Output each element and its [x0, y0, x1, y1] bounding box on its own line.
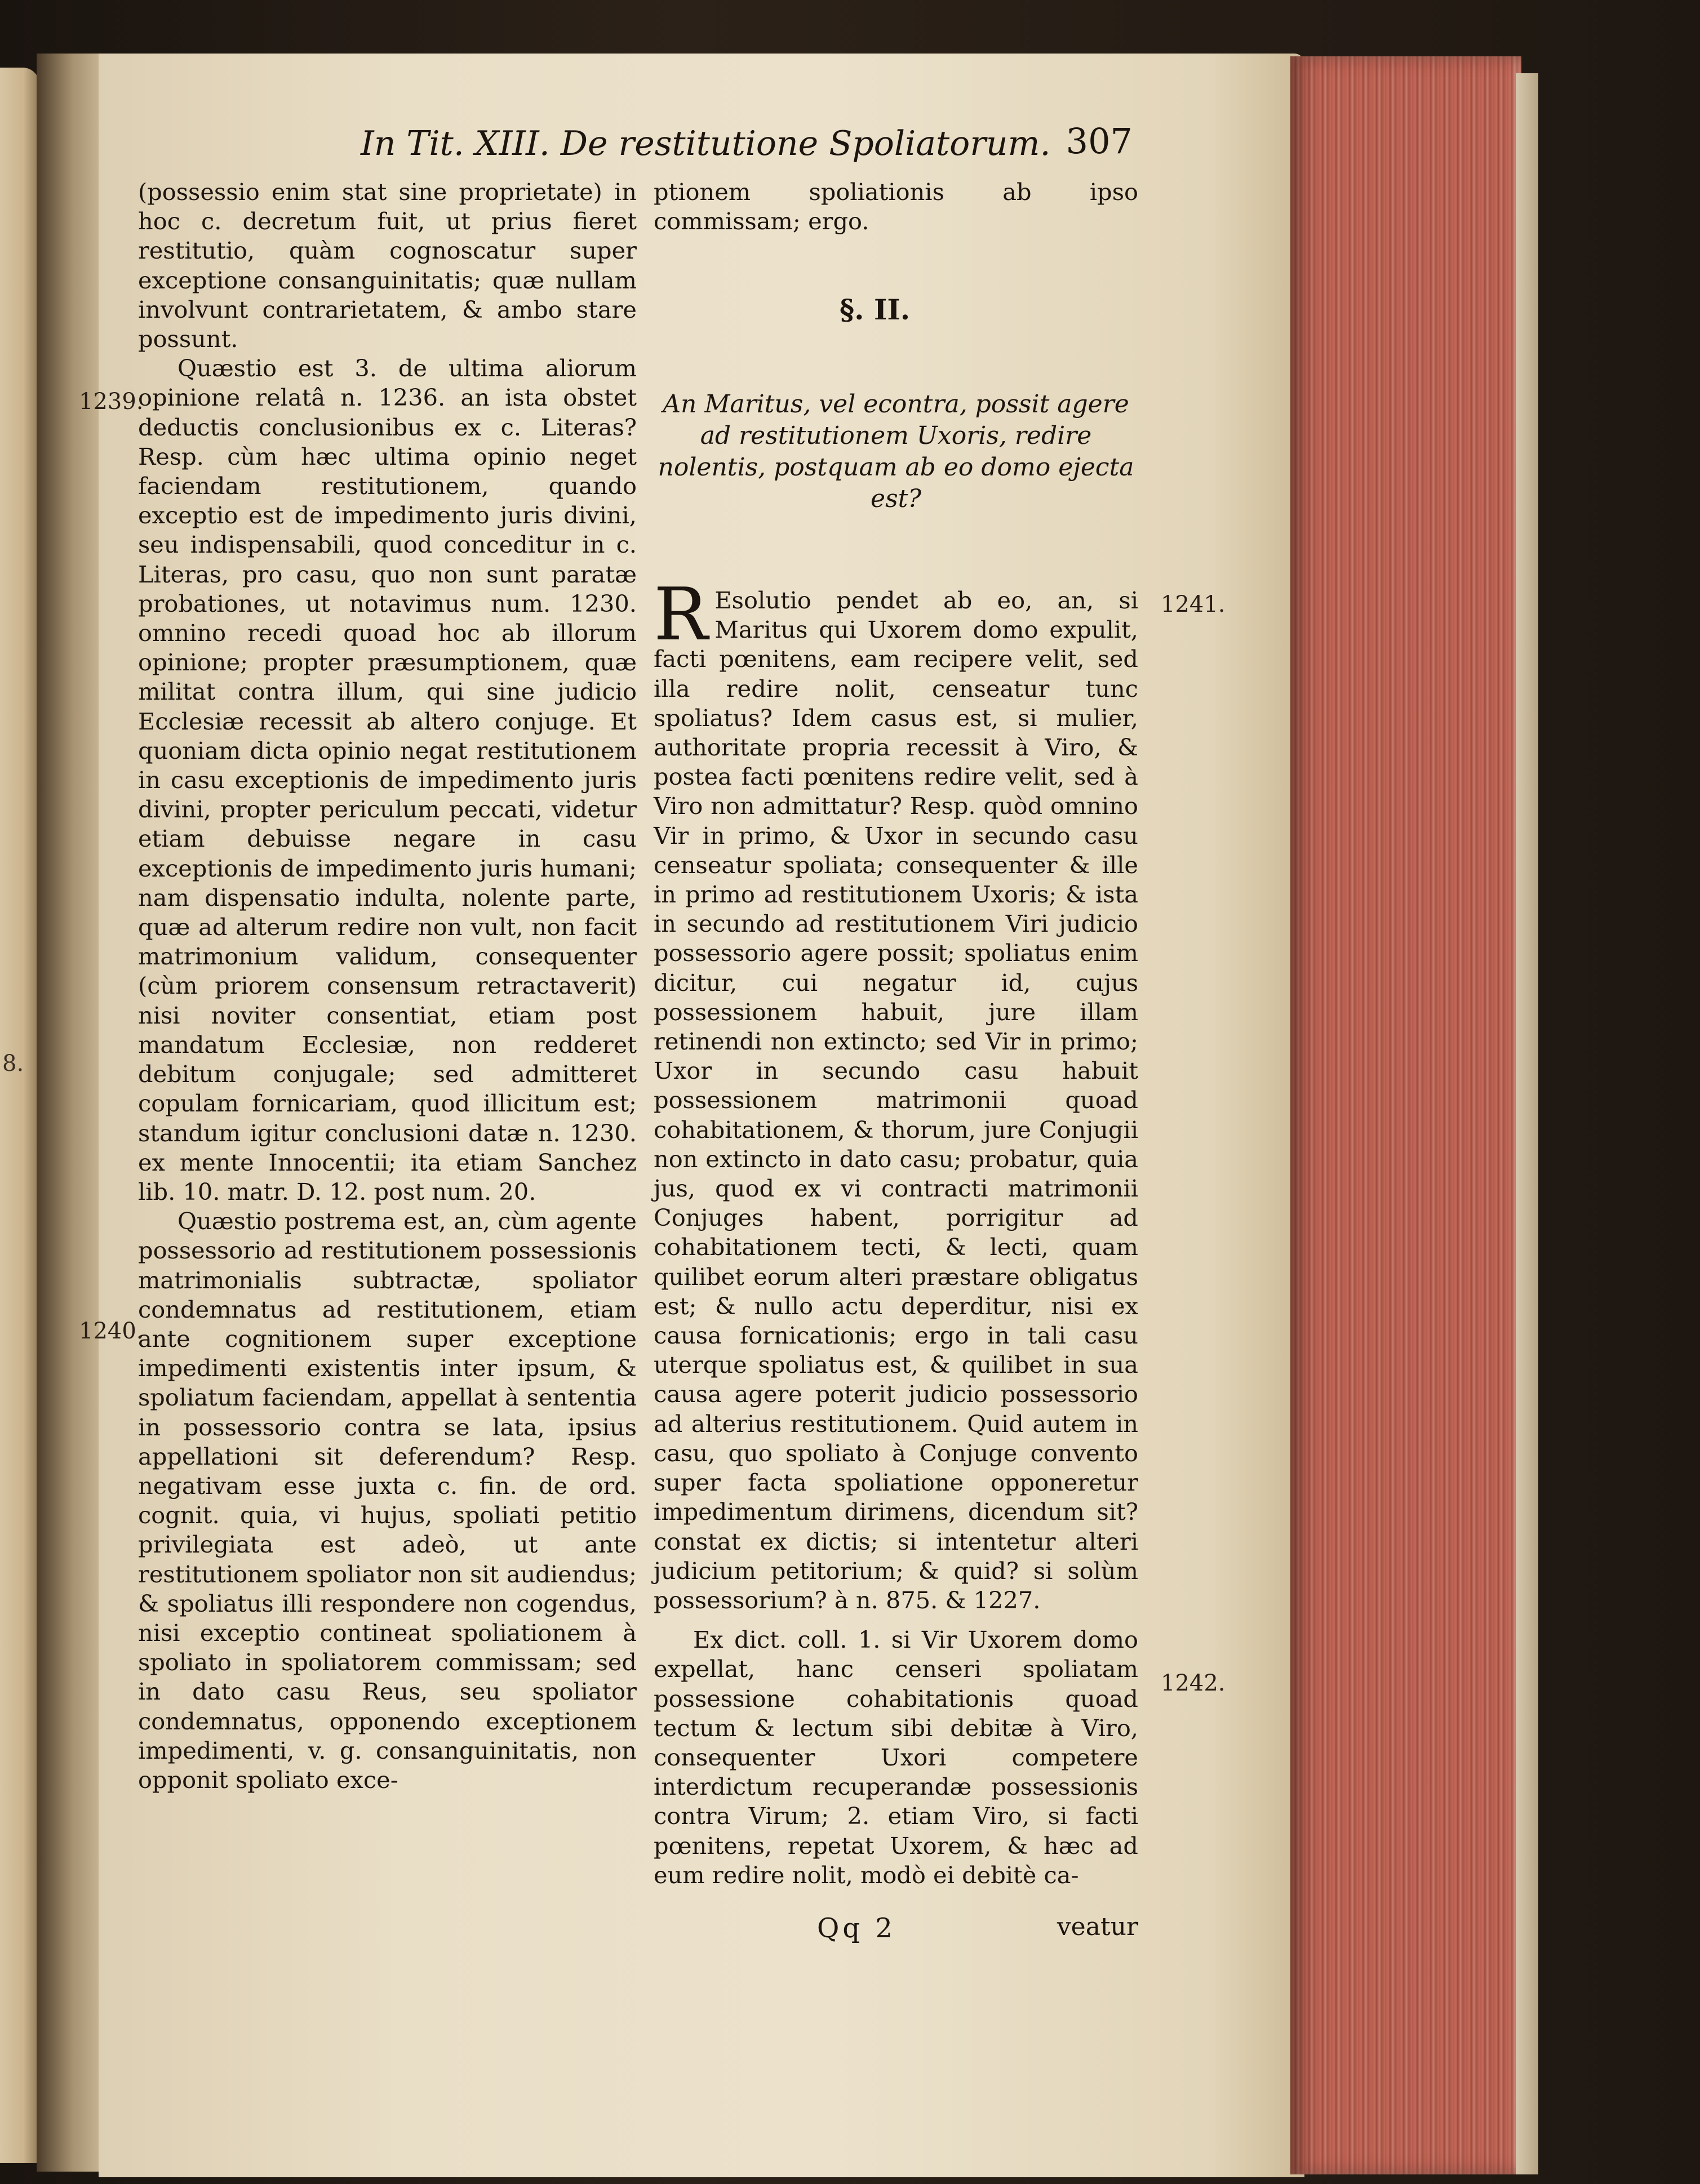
section-heading: §. II.	[840, 293, 911, 326]
margin-number-1240: 1240.	[79, 1318, 144, 1344]
facing-page-edge	[0, 68, 39, 2163]
drop-capital: R	[654, 573, 708, 657]
facing-page-margin-number: 8.	[2, 1051, 24, 1077]
paragraph-1241-text: Esolutio pendet ab eo, an, si Maritus qui Uxorem domo expulit, facti pœnitens, eam recipere velit, sed illa redire nolit, censeatur tunc spoliatus? Idem casus est, si mulier, authoritate propria recessit à Viro, & postea facti pœnitens redire velit, sed à Viro non admittatur? Resp. quòd omnino Vir in primo, & Uxor in secundo casu censeatur spoliata; consequenter & ille in primo ad restitutionem Uxoris; & ista in secundo ad restitutionem Viri judicio possessorio agere possit; spoliatus enim dicitur, cui negatur id, cujus possessionem habuit, jure illam retinendi non extincto; sed Vir in primo; Uxor in secundo casu habuit possessionem matrimonii quoad cohabitationem, & thorum, jure Conjugii non extincto in dato casu; probatur, quia jus, quod ex vi contracti matrimonii Conjuges habent, porrigitur ad cohabitationem tecti, & lecti, quam quilibet eorum alteri præstare obligatus est; & nullo actu deperditur, nisi ex causa fornicationis; ergo in tali casu uterque spoliatus est, & quilibet in sua causa agere poterit judicio possessorio ad alterius restitutionem. Quid autem in casu, quo spoliato à Conjuge convento super facta spoliatione opponeretur impedimentum dirimens, dicendum sit? constat ex dictis; si intentetur alteri judicium petitorium; & quid? si solùm possessorium? à n. 875. & 1227.	[654, 586, 1138, 1614]
running-head-title: In Tit. XIII. De restitutione Spoliatorum.	[361, 124, 1051, 163]
paragraph-1239: Quæstio est 3. de ultima aliorum opinione relatâ n. 1236. an ista obstet deductis conclusionibus ex c. Literas? Resp. cùm hæc ultima opinio neget faciendam restitutionem, quando exceptio est de impedimento juris divini, seu indispensabili, quod conceditur in c. Literas, pro casu, quo non sunt paratæ probationes, ut notavimus num. 1230. omnino recedi quoad hoc ab illorum opinione; propter præsumptionem, quæ militat contra illum, qui sine judicio Ecclesiæ recessit ab altero conjuge. Et quoniam dicta opinio negat restitutionem in casu exceptionis de impedimento juris divini, propter periculum peccati, videtur etiam debuisse negare in casu exceptionis de impedimento juris humani; nam dispensatio indulta, nolente parte, quæ ad alterum redire non vult, non facit matrimonium validum, consequenter (cùm priorem consensum retractaverit) nisi noviter consentiat, etiam post mandatum Ecclesiæ, non redderet debitum conjugale; sed admitteret copulam fornicariam, quod illicitum est; standum igitur conclusioni datæ n. 1230. ex mente Innocentii; ita etiam Sanchez lib. 10. matr. D. 12. post num. 20.	[138, 354, 637, 1206]
signature-mark: Qq 2	[817, 1912, 896, 1944]
fore-edge-board	[1516, 73, 1538, 2174]
paragraph-1241	[654, 573, 1138, 1615]
question-heading: An Maritus, vel econtra, possit agere ad restitutionem Uxoris, redire nolentis, postquam ab eo domo ejecta est?	[658, 390, 1134, 513]
paragraph-1240: Quæstio postrema est, an, cùm agente possessorio ad restitutionem possessionis matrimonialis subtractæ, spoliator condemnatus ad restitutionem, etiam ante cognitionem super exceptione impedimenti existentis inter ipsum, & spoliatum faciendam, appellat à sententia in possessorio contra se lata, ipsius appellationi sit deferendum? Resp. negativam esse juxta c. fin. de ord. cognit. quia, vi hujus, spoliati petitio privilegiata est adeò, ut ante restitutionem spoliator non sit audiendus; & spoliatus illi respondere non cogendus, nisi exceptio contineat spoliationem à spoliato in spoliatorem commissam; sed in dato casu Reus, seu spoliator condemnatus, opponendo exceptionem impedimenti, v. g. consanguinitatis, non opponit spoliato exce-	[138, 1207, 637, 1794]
left-column	[138, 177, 637, 1795]
margin-number-1242: 1242.	[1161, 1670, 1226, 1696]
running-head	[361, 121, 1133, 163]
catchword: veatur	[1057, 1912, 1138, 1941]
page-number: 307	[1066, 121, 1133, 162]
margin-number-1241: 1241.	[1161, 591, 1226, 617]
paragraph-1242: Ex dict. coll. 1. si Vir Uxorem domo expellat, hanc censeri spoliatam possessione cohabitationis quoad tectum & lectum sibi debitæ à Viro, consequenter Uxori competere interdictum recuperandæ possessionis contra Virum; 2. etiam Viro, si facti pœnitens, repetat Uxorem, & hæc ad eum redire nolit, modò ei debitè ca-	[654, 1626, 1138, 1889]
margin-number-1239: 1239.	[79, 389, 144, 415]
red-fore-edge	[1290, 56, 1521, 2174]
right-column-body	[654, 573, 1138, 1890]
paragraph-continued: (possessio enim stat sine proprietate) in hoc c. decretum fuit, ut prius fieret restitutio, quàm cognoscatur super exceptione consanguinitatis; quæ nullam involvunt contrarietatem, & ambo stare possunt.	[138, 178, 637, 353]
right-column-top	[654, 177, 1138, 236]
page-footer	[654, 1912, 1138, 1946]
paragraph-continued-right: ptionem spoliationis ab ipso commissam; ergo.	[654, 178, 1138, 235]
